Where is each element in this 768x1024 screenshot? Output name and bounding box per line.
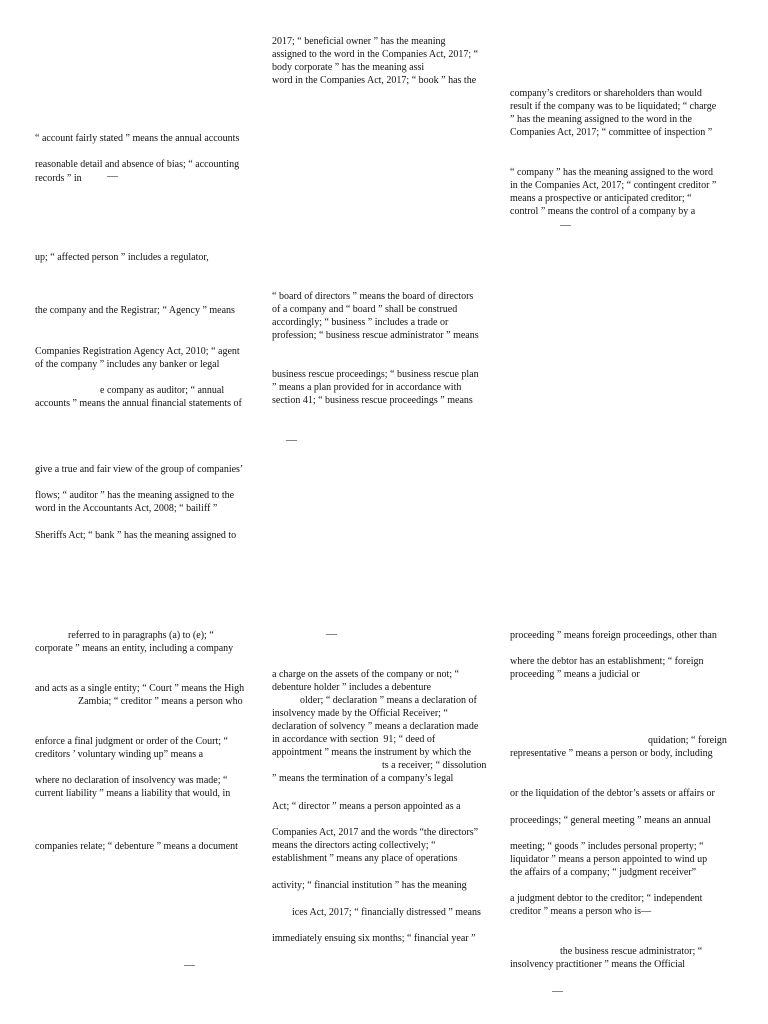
text-line: the affairs of a company; “ judgment receiver” [510,867,697,878]
text-line: companies relate; “ debenture ” means a document [35,841,238,852]
text-line: insolvency made by the Official Receiver; “ [272,708,448,719]
text-line: the business rescue administrator; “ [560,946,703,957]
text-line: current liability ” means a liability that would, in [35,788,231,799]
text-line: give a true and fair view of the group of companies’ [35,464,244,475]
text-line: proceeding ” means foreign proceedings, other than [510,630,717,641]
dash-separator: — [184,959,195,971]
text-line: a judgment debtor to the creditor; “ independent [510,893,703,904]
text-line: older; “ declaration ” means a declaration of [300,695,477,706]
text-line: Companies Act, 2017 and the words “the directors” [272,827,479,838]
text-line: ices Act, 2017; “ financially distressed ” means [292,907,481,918]
text-line: word in the Companies Act, 2017; “ book ” has the [272,75,477,86]
text-line: “ account fairly stated ” means the annual accounts [35,133,240,144]
dash-separator: — [286,434,297,446]
text-line: proceeding ” means a judicial or [510,669,640,680]
text-line: appointment ” means the instrument by which the [272,747,472,758]
text-line: reasonable detail and absence of bias; “ accounting [35,159,240,170]
dash-separator: — [326,628,337,640]
text-line: profession; “ business rescue administrator ” means [272,330,479,341]
text-line: records ” in [35,173,82,184]
text-line: where the debtor has an establishment; “ foreign [510,656,704,667]
text-line: accordingly; “ business ” includes a trade or [272,317,449,328]
text-line: company’s creditors or shareholders than would [510,88,702,99]
text-line: 2017; “ beneficial owner ” has the meaning [272,36,446,47]
text-line: Companies Registration Agency Act, 2010; “ agent [35,346,240,357]
text-line: quidation; “ foreign [648,735,727,746]
text-line: result if the company was to be liquidated; “ charge [510,101,717,112]
text-line: establishment ” means any place of operations [272,853,458,864]
text-line: immediately ensuing six months; “ financial year ” [272,933,476,944]
text-line: Companies Act, 2017; “ committee of inspection ” [510,127,713,138]
text-line: of a company and “ board ” shall be construed [272,304,458,315]
text-line: the company and the Registrar; “ Agency ” means [35,305,235,316]
text-line: e company as auditor; “ annual [100,385,225,396]
text-line: Zambia; “ creditor ” means a person who [78,696,243,707]
text-line: ” means the termination of a company’s legal [272,773,454,784]
text-line: body corporate ” has the meaning assi [272,62,425,73]
text-line: flows; “ auditor ” has the meaning assigned to the [35,490,235,501]
text-line: “ board of directors ” means the board of directors [272,291,474,302]
text-line: a charge on the assets of the company or not; “ [272,669,459,680]
text-line: declaration of solvency ” means a declaration made [272,721,479,732]
text-line: Act; “ director ” means a person appointed as a [272,801,461,812]
text-line: creditor ” means a person who is— [510,906,652,917]
text-line: in the Companies Act, 2017; “ contingent creditor ” [510,180,717,191]
text-line: control ” means the control of a company by a [510,206,696,217]
text-line: liquidator ” means a person appointed to wind up [510,854,708,865]
text-line: meeting; “ goods ” includes personal property; “ [510,841,704,852]
text-line: word in the Accountants Act, 2008; “ bailiff ” [35,503,218,514]
text-line: where no declaration of insolvency was made; “ [35,775,228,786]
text-line: referred to in paragraphs (a) to (e); “ [68,630,214,641]
text-line: of the company ” includes any banker or legal [35,359,220,370]
text-line: accounts ” means the annual financial statements of [35,398,242,409]
text-line: proceedings; “ general meeting ” means an annual [510,815,711,826]
text-line: insolvency practitioner ” means the Official [510,959,686,970]
text-line: “ company ” has the meaning assigned to the word [510,167,713,178]
text-line: debenture holder ” includes a debenture [272,682,432,693]
text-line: assigned to the word in the Companies Act, 2017; “ [272,49,479,60]
text-line: representative ” means a person or body, including [510,748,713,759]
dash-separator: — [552,985,563,997]
text-line: and acts as a single entity; “ Court ” means the High [35,683,245,694]
dash-separator: — [107,170,118,182]
text-line: means the directors acting collectively; “ [272,840,436,851]
text-line: or the liquidation of the debtor’s assets or affairs or [510,788,715,799]
text-line: section 41; “ business rescue proceedings ” means [272,395,473,406]
text-line: ” has the meaning assigned to the word in the [510,114,692,125]
text-line: creditors ’ voluntary winding up” means a [35,749,204,760]
text-line: corporate ” means an entity, including a company [35,643,234,654]
text-line: enforce a final judgment or order of the Court; “ [35,736,228,747]
dash-separator: — [560,219,571,231]
text-line: Sheriffs Act; “ bank ” has the meaning assigned to [35,530,237,541]
text-line: means a prospective or anticipated creditor; “ [510,193,692,204]
text-line: up; “ affected person ” includes a regulator, [35,252,209,263]
text-line: ts a receiver; “ dissolution [382,760,487,771]
text-line: activity; “ financial institution ” has the meaning [272,880,467,891]
text-line: business rescue proceedings; “ business rescue plan [272,369,479,380]
text-line: ” means a plan provided for in accordance with [272,382,462,393]
text-line: in accordance with section 91; “ deed of [272,734,436,745]
